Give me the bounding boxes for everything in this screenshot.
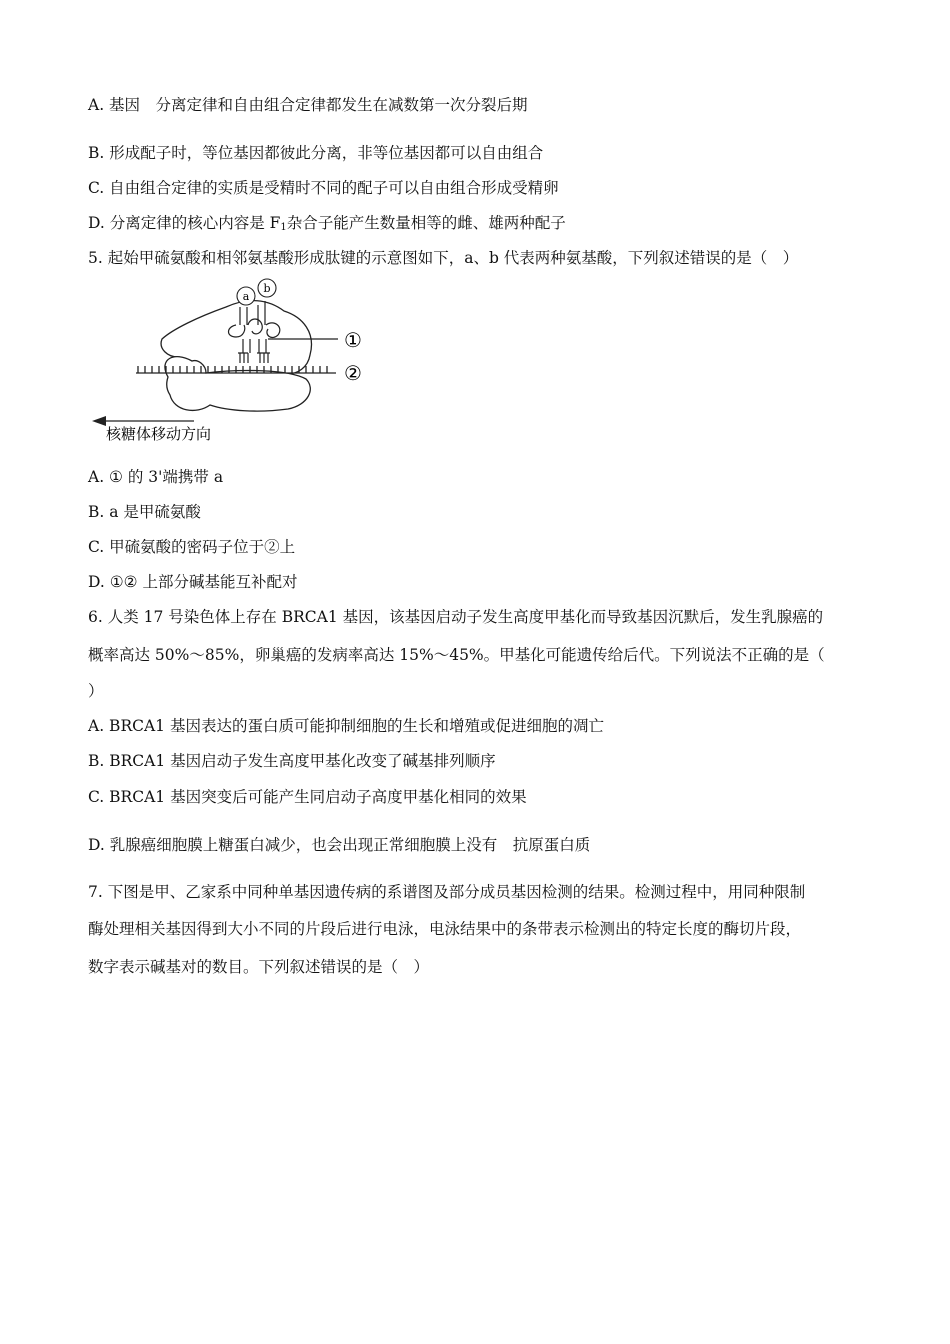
- q4-option-d: [88, 213, 566, 238]
- q5-option-c: C. 甲硫氨酸的密码子位于②上: [88, 538, 296, 556]
- q4-option-d-pre: D. 分离定律的核心内容是 F: [88, 214, 281, 232]
- q6-stem-line1: 6. 人类 17 号染色体上存在 BRCA1 基因，该基因启动子发生高度甲基化而导致基因沉默后，发生乳腺癌的: [88, 608, 824, 626]
- label-b: b: [263, 282, 271, 295]
- direction-arrow-head: [92, 416, 106, 426]
- q6-option-b: B. BRCA1 基因启动子发生高度甲基化改变了碱基排列顺序: [88, 752, 496, 770]
- q4-option-a: A. 基因 分离定律和自由组合定律都发生在减数第一次分裂后期: [88, 96, 528, 114]
- q7-stem-line2: 酶处理相关基因得到大小不同的片段后进行电泳，电泳结果中的条带表示检测出的特定长度的酶切片段，: [88, 920, 802, 938]
- q6-option-a: A. BRCA1 基因表达的蛋白质可能抑制细胞的生长和增殖或促进细胞的凋亡: [88, 717, 604, 735]
- q6-stem-line2: 概率高达 50%～85%，卵巢癌的发病率高达 15%～45%。甲基化可能遗传给后代。下列说法不正确的是（: [88, 646, 825, 664]
- q5-option-a: A. ① 的 3'端携带 a: [88, 468, 224, 486]
- direction-caption: 核糖体移动方向: [106, 425, 212, 443]
- mrna-strand: [136, 366, 336, 373]
- ribosome-translation-figure: [88, 277, 378, 447]
- q4-option-b: B. 形成配子时，等位基因都彼此分离，非等位基因都可以自由组合: [88, 144, 544, 162]
- q6-option-d: D. 乳腺癌细胞膜上糖蛋白减少，也会出现正常细胞膜上没有 抗原蛋白质: [88, 836, 591, 854]
- label-1: ①: [344, 328, 362, 352]
- q7-stem-line3: 数字表示碱基对的数目。下列叙述错误的是（ ）: [88, 958, 430, 976]
- label-a: a: [242, 290, 250, 303]
- q6-option-c: C. BRCA1 基因突变后可能产生同启动子高度甲基化相同的效果: [88, 788, 527, 806]
- q7-stem-line1: 7. 下图是甲、乙家系中同种单基因遗传病的系谱图及部分成员基因检测的结果。检测过程中，用同种限制: [88, 883, 806, 901]
- q6-stem-line3: ）: [88, 682, 104, 700]
- q4-option-d-subscript: 1: [280, 222, 287, 233]
- q4-option-d-post: 杂合子能产生数量相等的雌、雄两种配子: [286, 214, 566, 232]
- label-2: ②: [344, 361, 362, 385]
- q5-option-d: D. ①② 上部分碱基能互补配对: [88, 573, 298, 591]
- q5-option-b: B. a 是甲硫氨酸: [88, 503, 201, 521]
- q5-stem: 5. 起始甲硫氨酸和相邻氨基酸形成肽键的示意图如下，a、b 代表两种氨基酸，下列叙述错误的是（ ）: [88, 249, 799, 267]
- q4-option-c: C. 自由组合定律的实质是受精时不同的配子可以自由组合形成受精卵: [88, 179, 559, 197]
